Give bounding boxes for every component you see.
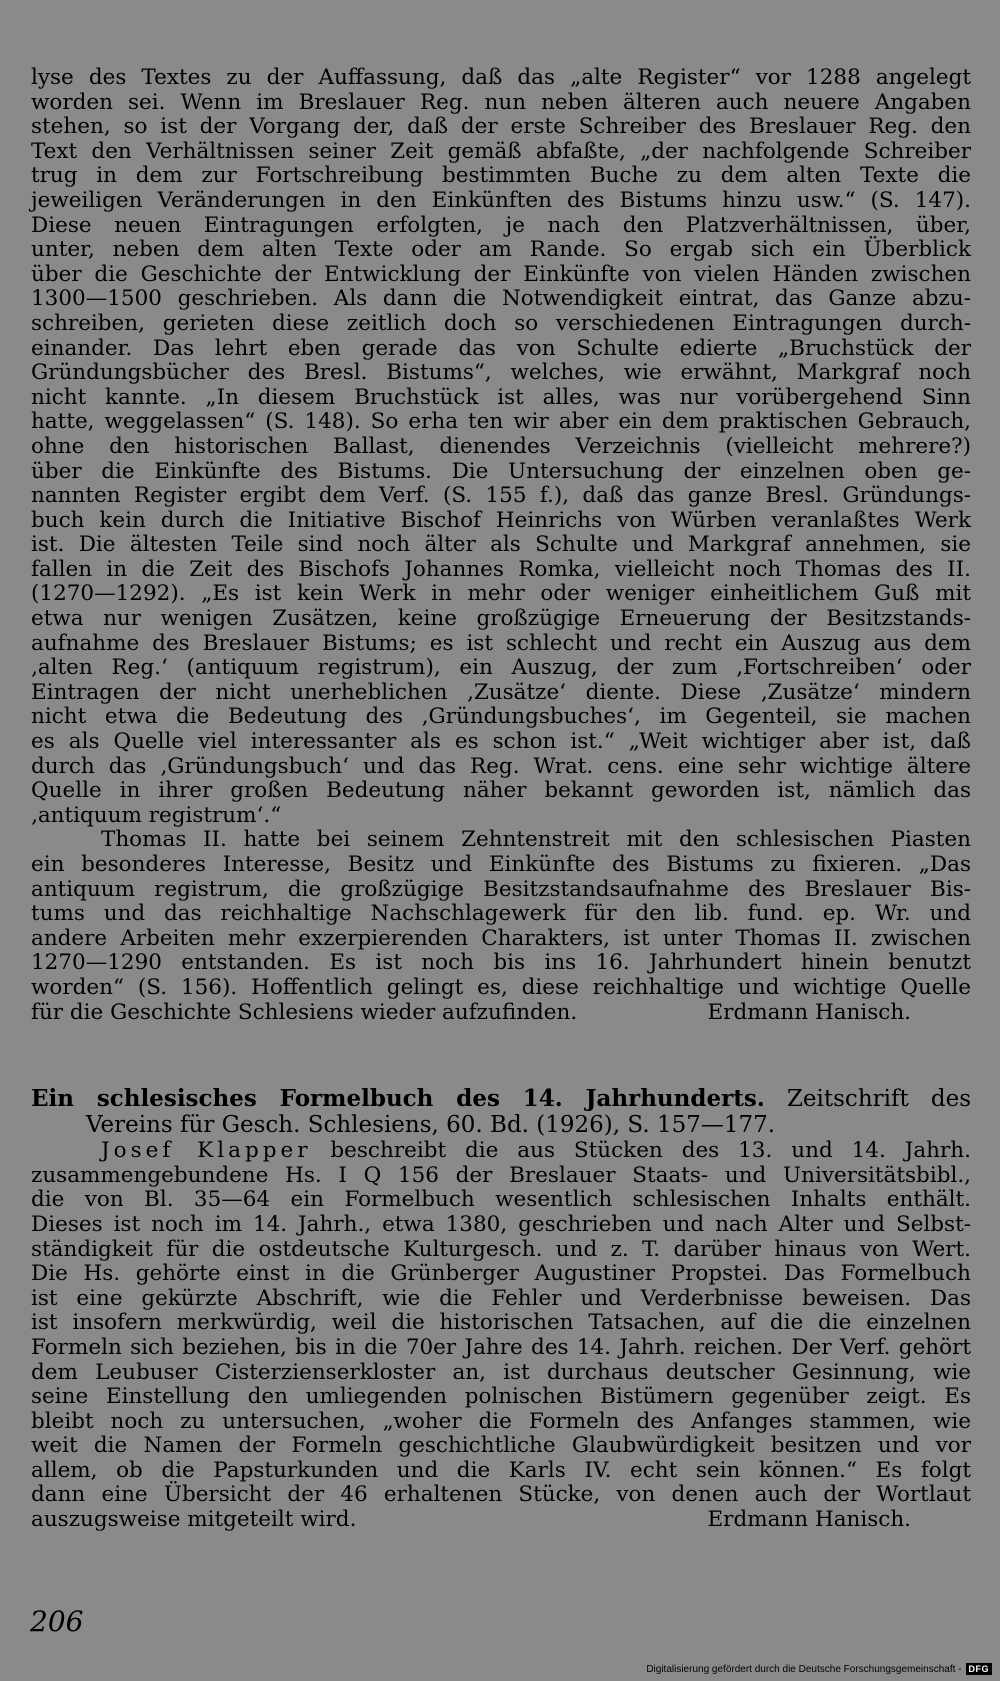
text-line: dem Leubuser Cisterzienserkloster an, ist durchaus deutscher Gesinnung, wie	[31, 1359, 971, 1385]
text-line: Eintragen der nicht unerheblichen ‚Zusätze‘ diente. Diese ‚Zusätze‘ mindern	[31, 679, 971, 705]
text-line: 1300—1500 geschrieben. Als dann die Notwendigkeit eintrat, das Ganze abzu-	[31, 286, 971, 312]
text-line: unter, neben dem alten Texte oder am Rande. So ergab sich ein Überblick	[31, 237, 971, 263]
text-line: ist. Die ältesten Teile sind noch älter als Schulte und Markgraf annehmen, sie	[31, 532, 971, 558]
text-line: die von Bl. 35—64 ein Formelbuch wesentlich schlesischen Inhalts enthält.	[31, 1187, 971, 1213]
text-line: worden“ (S. 156). Hoffentlich gelingt es, diese reichhaltige und wichtige Quelle	[31, 974, 971, 1000]
page-number: 206	[30, 1605, 84, 1638]
text-line: 1270—1290 entstanden. Es ist noch bis ins 16. Jahrhundert hinein benutzt	[31, 950, 971, 976]
review-1-signature: Erdmann Hanisch.	[707, 999, 911, 1025]
text-line: aufnahme des Breslauer Bistums; es ist schlecht und recht ein Auszug aus dem	[31, 630, 971, 656]
text-line: dann eine Übersicht der 46 erhaltenen Stücke, von denen auch der Wortlaut	[31, 1482, 971, 1508]
text-line: durch das ‚Gründungsbuch‘ und das Reg. Wrat. cens. eine sehr wichtige ältere	[31, 753, 971, 779]
text-line: ständigkeit für die ostdeutsche Kulturgesch. und z. T. darüber hinaus von Wert.	[31, 1236, 971, 1262]
text-line: nannten Register ergibt dem Verf. (S. 155 f.), daß das ganze Bresl. Gründungs-	[31, 483, 971, 509]
text-line: ‚antiquum registrum‘.“	[31, 802, 282, 828]
text-line: einander. Das lehrt eben gerade das von Schulte edierte „Bruchstück der	[31, 335, 971, 361]
review-2-heading-line-2: Vereins für Gesch. Schlesiens, 60. Bd. (1926), S. 157—177.	[86, 1112, 776, 1139]
footer-credit	[646, 1663, 992, 1675]
text-line: ‚alten Reg.‘ (antiquum registrum), ein Auszug, der zum ‚Fortschreiben‘ oder	[31, 655, 971, 681]
review-1-closing-line	[31, 1001, 971, 1026]
text-line: (1270—1292). „Es ist kein Werk in mehr oder weniger einheitlichem Guß mit	[31, 581, 971, 607]
text-line: über die Einkünfte des Bistums. Die Untersuchung der einzelnen oben ge-	[31, 458, 971, 484]
text-line: antiquum registrum, die großzügige Besitzstandsaufnahme des Breslauer Bis-	[31, 876, 971, 902]
text-line: bleibt noch zu untersuchen, „woher die Formeln des Anfanges stammen, wie	[31, 1408, 971, 1434]
text-line: über die Geschichte der Entwicklung der Einkünfte von vielen Händen zwischen	[31, 261, 971, 287]
text-line: andere Arbeiten mehr exzerpierenden Charakters, ist unter Thomas II. zwischen	[31, 925, 971, 951]
review-1-last-line: für die Geschichte Schlesiens wieder aufzufinden.	[31, 999, 578, 1025]
text-line: nicht kannte. „In diesem Bruchstück ist alles, was nur vorübergehend Sinn	[31, 384, 971, 410]
review-2-signature: Erdmann Hanisch.	[707, 1507, 911, 1533]
review-1-paragraph-2	[31, 828, 971, 1000]
text-line: trug in dem zur Fortschreibung bestimmten Buche zu dem alten Texte die	[31, 163, 971, 189]
text-line: jeweiligen Veränderungen in den Einkünften des Bistums hinzu usw.“ (S. 147).	[31, 187, 971, 213]
text-line: stehen, so ist der Vorgang der, daß der erste Schreiber des Breslauer Reg. den	[31, 114, 971, 140]
text-line: worden sei. Wenn im Breslauer Reg. nun neben älteren auch neuere Angaben	[31, 89, 971, 115]
text-line: zusammengebundene Hs. I Q 156 der Breslauer Staats- und Universitätsbibl.,	[31, 1162, 971, 1188]
text-line: buch kein durch die Initiative Bischof Heinrichs von Würben veranlaßtes Werk	[31, 507, 971, 533]
review-2-title: Ein schlesisches Formelbuch des 14. Jahrhunderts.	[31, 1085, 765, 1113]
text-line: fallen in die Zeit des Bischofs Johannes Romka, vielleicht noch Thomas des II.	[31, 556, 971, 582]
text-line: etwa nur wenigen Zusätzen, keine großzügige Erneuerung der Besitzstands-	[31, 606, 971, 632]
text-line: Formeln sich beziehen, bis in die 70er Jahre des 14. Jahrh. reichen. Der Verf. gehört	[31, 1334, 971, 1360]
dfg-logo-icon: DFG	[966, 1663, 993, 1675]
text-line: Text den Verhältnissen seiner Zeit gemäß abfaßte, „der nachfolgende Schreiber	[31, 138, 971, 164]
review-2-text	[31, 1164, 971, 1508]
text-line: ist eine gekürzte Abschrift, wie die Fehler und Verderbnisse beweisen. Das	[31, 1285, 971, 1311]
text-line: Diese neuen Eintragungen erfolgten, je nach den Platzverhältnissen, über,	[31, 212, 971, 238]
text-line: hatte, weggelassen“ (S. 148). So erha ten wir aber ein dem praktischen Gebrauch,	[31, 409, 971, 435]
text-line: es als Quelle viel interessanter als es schon ist.“ „Weit wichtiger aber ist, daß	[31, 729, 971, 755]
text-line: tums und das reichhaltige Nachschlagewerk für den lib. fund. ep. Wr. und	[31, 901, 971, 927]
text-line: Quelle in ihrer großen Bedeutung näher bekannt geworden ist, nämlich das	[31, 778, 971, 804]
text-line: Dieses ist noch im 14. Jahrh., etwa 1380, geschrieben und nach Alter und Selbst-	[31, 1211, 971, 1237]
text-line: nicht etwa die Bedeutung des ‚Gründungsbuches‘, im Gegenteil, sie machen	[31, 704, 971, 730]
review-2-journal: Zeitschrift des	[786, 1086, 972, 1113]
text-line: seine Einstellung den umliegenden polnischen Bistümern gegenüber zeigt. Es	[31, 1384, 971, 1410]
review-2-heading	[31, 1085, 971, 1112]
text-line: ohne den historischen Ballast, dienendes Verzeichnis (vielleicht mehrere?)	[31, 433, 971, 459]
page-content	[31, 66, 971, 1533]
text-line: Thomas II. hatte bei seinem Zehntenstreit mit den schlesischen Piasten	[101, 827, 971, 853]
text-line: schreiben, gerieten diese zeitlich doch so verschiedenen Eintragungen durch-	[31, 310, 971, 336]
text-line: ein besonderes Interesse, Besitz und Einkünfte des Bistums zu fixieren. „Das	[31, 852, 971, 877]
review-1-text	[31, 66, 971, 828]
review-2-last-line: auszugsweise mitgeteilt wird.	[31, 1507, 357, 1533]
text-line: weit die Namen der Formeln geschichtliche Glaubwürdigkeit besitzen und vor	[31, 1433, 971, 1459]
review-2-first-line	[31, 1139, 971, 1164]
review-2-first-line-text: beschreibt die aus Stücken des 13. und 14. Jahrh.	[330, 1138, 971, 1164]
review-2-closing-line	[31, 1508, 971, 1533]
text-line: Gründungsbücher des Bresl. Bistums“, welches, wie erwähnt, Markgraf noch	[31, 360, 971, 386]
text-line: allem, ob die Papsturkunden und die Karls IV. echt sein können.“ Es folgt	[31, 1457, 971, 1483]
review-2-author: Josef Klapper	[101, 1138, 312, 1164]
text-line: ist insofern merkwürdig, weil die historischen Tatsachen, auf die die einzelnen	[31, 1310, 971, 1336]
text-line: lyse des Textes zu der Auffassung, daß das „alte Register“ vor 1288 angelegt	[31, 65, 971, 90]
footer-text: Digitalisierung gefördert durch die Deutsche Forschungsgemeinschaft -	[646, 1663, 962, 1675]
text-line: Die Hs. gehörte einst in die Grünberger Augustiner Propstei. Das Formelbuch	[31, 1261, 971, 1287]
